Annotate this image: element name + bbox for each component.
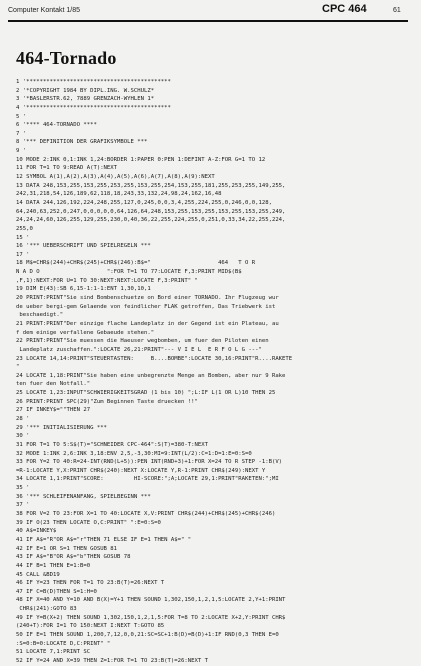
listing-line: de ueber bergi-gem Gelaende von feindlicher FLAK getroffen, Das Triebwerk ist [16,303,276,310]
listing-line: 18 M$=CHR$(244)+CHR$(245)+CHR$(246):B$=" 464 T O R [16,260,256,267]
listing-line: 19 DIM E(43):SB 6,15-1:1-1:ENT 1,30,10,1 [16,286,151,293]
listing-line: 50 IF E=1 THEN SOUND 1,200,7,12,0,0,21:SC=SC+1:B(D)=B(D)+1:IF RND(0,3 THEN E=0 [16,632,279,638]
listing-line: 28 ' [16,415,30,422]
listing-line: 242,31,218,54,126,189,62,118,18,243,33,132,24,98,24,162,16,48 [16,191,222,198]
listing-line: 8 '*** DEFINITION DER GRAFIKSYMBOLE *** [16,139,148,146]
listing-line: 10 MODE 2:INK 0,1:INK 1,24:BORDER 1:PAPER 0:PEN 1:DEFINT A-Z:FOR G=1 TO 12 [16,156,266,163]
listing-line: 47 IF C=B(D)THEN S=1:H=0 [16,588,97,595]
program-listing [16,78,398,666]
listing-line: 32 MODE 1:INK 2,6:INK 3,18:ENV 2,5,-3,30:MI=9:INT(L/2):C=1:D=1:E=0:S=0 [16,450,252,457]
listing-line: 255,0 [16,225,33,232]
listing-line: 6 '**** 464-TORNADO **** [16,122,97,129]
listing-line: 39 IF O(23 THEN LOCATE O,C:PRINT" ":E=0:S=0 [16,519,161,526]
page-number: 61 [393,7,401,14]
listing-line: 41 IF A$="R"OR A$="r"THEN 71 ELSE IF E=1 THEN A$=" " [16,536,192,543]
listing-line: 3 '*BASLERSTR.62, 7889 GRENZACH-WYHLEN 1* [16,96,155,103]
listing-line: ,F,1):NEXT:FOR U=1 TO 30:NEXT:NEXT:LOCATE F,3:PRINT" " [16,277,198,284]
listing-line: 22 PRINT:PRINT"Sie muessen die Haeuser wegbomben, um fuer den Piloten einen [16,338,269,345]
listing-line: 46 IF Y=23 THEN FOR T=1 TO 23:B(T)=26:NEXT T [16,580,165,587]
listing-line: " [16,364,20,371]
listing-line: 44 IF B=1 THEN E=1:B=0 [16,562,91,569]
listing-line: 21 PRINT:PRINT"Der einzige flache Landeplatz in der Gegend ist ein Plateau, au [16,320,279,327]
listing-line: 7 ' [16,130,27,137]
listing-line: 20 PRINT:PRINT"Sie sind Bombenschuetze on Bord einer TORNADO. Ihr Flugzeug wur [16,295,279,302]
listing-line: 5 ' [16,113,27,120]
listing-line: 35 ' [16,485,30,492]
listing-line: 33 FOR Y=2 TO 40:R=24-INT(RND(L+5)):PEN INT(RND+3)+1:FOR X=24 TO R STEP -1:B(V) [16,459,283,466]
listing-line: 51 LOCATE 7,1:PRINT SC [16,649,91,656]
listing-line: 37 ' [16,502,30,509]
listing-line: 13 DATA 248,153,255,153,255,253,255,153,255,254,153,255,181,255,253,255,149,255, [16,182,286,189]
listing-line: 11 FOR T=1 TO 9:READ A(T):NEXT [16,165,118,172]
article-title: 464-Tornado [16,48,117,68]
listing-line: 40 A$=INKEY$ [16,528,57,535]
listing-line: 25 LOCATE 1,23:INPUT"SCHWIERIGKEITSGRAD (1 bis 10) ";L:IF L(1 OR L)10 THEN 25 [16,390,276,397]
listing-line: 17 ' [16,251,30,258]
listing-line: 24,24,24,60,126,255,129,255,230,0,40,36,22,255,224,255,0,251,0,33,34,22,255,224, [16,217,286,224]
section-title: CPC 464 [322,3,367,15]
listing-line: 64,240,63,252,0,247,0,0,0,0,0,64,126,64,248,153,255,153,255,153,255,153,255,249, [16,208,286,215]
listing-line: :S=0:B=0:LOCATE D,C:PRINT" " [16,640,111,647]
listing-line: 23 LOCATE 14,14:PRINT"STEUERTASTEN: B....BOMBE":LOCATE 30,16:PRINT"R....RAKETE [16,355,293,362]
listing-line: 31 FOR T=1 TO 5:S$(T)="SCHNEIDER CPC-464":S(T)=380-T:NEXT [16,441,208,448]
listing-line: 42 IF E=1 OR S=1 THEN GOSUB 81 [16,545,118,552]
listing-line: 45 CALL &BD19 [16,571,60,578]
listing-line: CHR$(241):GOTO 83 [16,606,77,613]
listing-line: 14 DATA 244,126,192,224,248,255,127,0,245,0,0,3,4,255,224,255,0,246,0,0,128, [16,199,272,206]
listing-line: f dem einige verfallene Gebaeude stehen." [16,329,155,336]
listing-line: ten fuer den Notfall." [16,381,91,388]
listing-line: N A D O ":FOR T=1 TO 77:LOCATE F,3:PRINT MID$(B$ [16,269,242,276]
listing-line: 34 LOCATE 1,1:PRINT"SCORE: HI-SCORE:";A;LOCATE 29,1:PRINT"RAKETEN:";MI [16,476,279,483]
listing-line: 16 '*** UEBERSCHRIFT UND SPIELREGELN *** [16,243,151,250]
listing-line: 2 '*COPYRIGHT 1984 BY DIPL.ING. W.SCHULZ* [16,87,155,94]
magazine-issue: Computer Kontakt 1/85 [8,7,80,14]
listing-line: 38 FOR V=2 TO 23:FOR X=1 TO 40:LOCATE X,V:PRINT CHR$(244)+CHR$(245)+CHR$(246) [16,511,276,518]
listing-line: 36 '*** SCHLEIFENANFANG, SPIELBEGINN *** [16,493,151,500]
listing-line: 1 '******************************************* [16,79,171,85]
listing-line: 4 '******************************************* [16,104,171,111]
header-rule [8,20,408,22]
page-header [0,0,421,22]
listing-line: 49 IF Y=B(X+2) THEN SOUND 1,302,150,1,2,1,5:FOR T=8 TO 2:LOCATE X+2,Y:PRINT CHR$ [16,614,286,621]
listing-line: 9 ' [16,148,27,155]
listing-line: 29 '*** INITIALISIERUNG *** [16,424,107,431]
listing-line: 26 PRINT:PRINT SPC(29)"Zum Beginnen Taste druecken !!" [16,398,198,405]
listing-line: 27 IF INKEY$=""THEN 27 [16,407,91,414]
listing-line: 48 IF X=40 AND Y=10 AND B(X)=Y+1 THEN SOUND 1,302,150,1,2,1,5:LOCATE 2,Y+1:PRINT [16,597,286,604]
listing-line: =R-1:LOCATE Y,X:PRINT CHR$(240):NEXT X:LOCATE Y,R-1:PRINT CHR$(249):NEXT Y [16,467,266,474]
listing-line: 52 IF Y=24 AND X=39 THEN Z=1:FOR T=1 TO 23:B(T)=26:NEXT T [16,657,208,664]
listing-line: 15 ' [16,234,30,241]
listing-line: 12 SYMBOL A(1),A(2),A(3),A(4),A(5),A(6),A(7),A(8),A(9):NEXT [16,174,215,181]
listing-line: Landeplatz zuschaffen.":LOCATE 26,21:PRINT"--- V I E L E R F O L G ---" [16,346,262,353]
listing-line: 30 ' [16,433,30,440]
listing-line: 43 IF A$="B"OR A$="b"THEN GOSUB 78 [16,554,131,561]
listing-line: beschaedigt." [16,312,64,319]
listing-line: (240+T):FOR I=1 TO 150:NEXT I:NEXT T:GOTO 85 [16,623,165,630]
listing-line: 24 LOCATE 1,18:PRINT"Sie haben eine unbegrenzte Menge an Bomben, aber nur 9 Rake [16,372,286,379]
